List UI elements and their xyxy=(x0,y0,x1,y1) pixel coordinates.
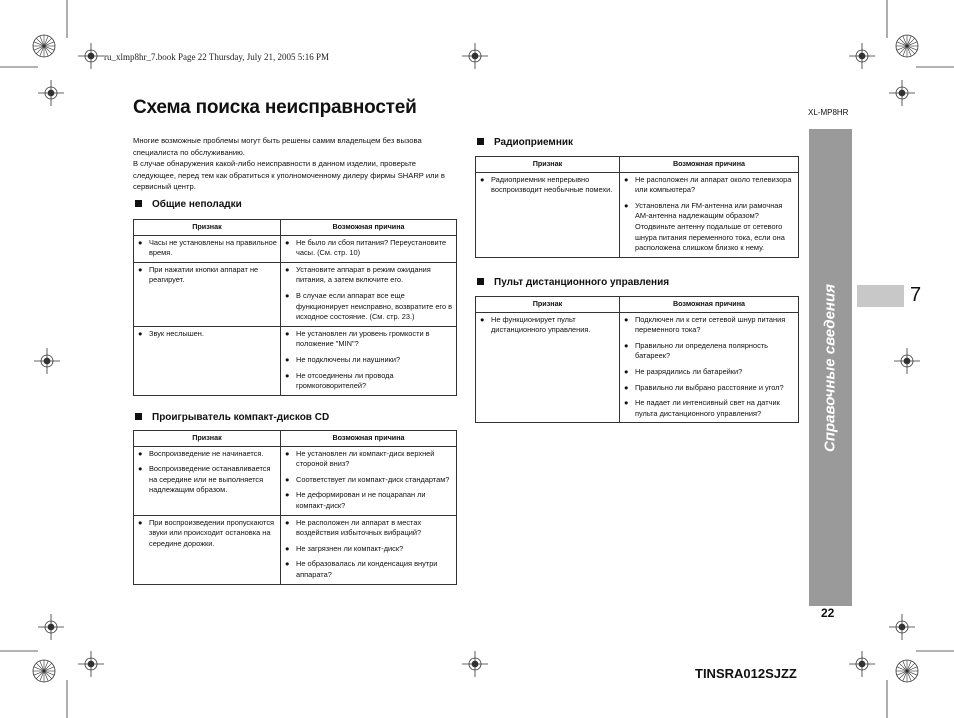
cause-text: Не падает ли интенсивный свет на датчик пульта дистанционного управления? xyxy=(635,398,780,418)
intro-paragraph-2: В случае обнаружения какой-либо неисправности в данном изделии, проверьте следующее, перед тем как обратиться к уполномоченному дилеру фирмы SHARP или в сервисный центр. xyxy=(133,159,445,192)
symptom-text: Звук неслышен. xyxy=(149,328,204,338)
bullet-icon: ● xyxy=(138,264,143,274)
bullet-icon: ● xyxy=(285,517,290,527)
symptom-text: При воспроизведении пропускаются звуки или происходит остановка на середине дорожки. xyxy=(149,517,275,548)
section-general-title: Общие неполадки xyxy=(152,199,242,210)
cause-text: Установите аппарат в режим ожидания питания, а затем включите его. xyxy=(296,264,431,285)
cause-item xyxy=(623,383,795,394)
cause-text: Правильно ли определена полярность батареек? xyxy=(635,340,769,361)
square-bullet-icon xyxy=(477,278,484,285)
symptom-item xyxy=(479,315,616,336)
footer-code: TINSRA012SJZZ xyxy=(695,666,797,681)
cause-cell xyxy=(281,235,457,262)
table-row xyxy=(134,235,457,262)
cause-cell xyxy=(281,326,457,395)
bullet-icon: ● xyxy=(624,398,629,408)
cause-text: Не было ли сбоя питания? Переустановите часы. (См. стр. 10) xyxy=(296,237,447,258)
symptom-cell xyxy=(134,235,281,262)
cause-cell xyxy=(620,312,799,423)
side-section-label: Справочные сведения xyxy=(821,284,839,452)
symptom-cell xyxy=(134,262,281,326)
table-row xyxy=(134,515,457,584)
bullet-icon: ● xyxy=(138,237,143,247)
section-remote-title: Пульт дистанционного управления xyxy=(494,277,670,288)
cause-text: Правильно ли выбрано расстояние и угол? xyxy=(635,382,784,392)
bullet-icon: ● xyxy=(285,543,290,553)
intro-text xyxy=(133,135,458,193)
cause-item xyxy=(284,291,453,323)
cause-text: Не расположен ли аппарат около телевизора или компьютера? xyxy=(635,174,792,195)
cause-column-header: Возможная причина xyxy=(620,157,799,173)
table-header-row xyxy=(134,220,457,236)
symptom-cell xyxy=(134,326,281,395)
cause-item xyxy=(623,201,795,254)
symptom-text: При нажатии кнопки аппарат не реагирует. xyxy=(149,264,259,285)
square-bullet-icon xyxy=(477,138,484,145)
intro-paragraph-1: Многие возможные проблемы могут быть решены самим владельцем без вызова специалиста по обслуживанию. xyxy=(133,136,422,157)
bullet-icon: ● xyxy=(138,448,143,458)
symptom-text: Не функционирует пульт дистанционного управления. xyxy=(491,314,591,335)
symptom-cell xyxy=(134,446,281,515)
table-row xyxy=(134,326,457,395)
bullet-icon: ● xyxy=(624,366,629,376)
table-header-row xyxy=(476,157,799,173)
page-number: 22 xyxy=(821,606,835,620)
cause-text: Не установлен ли компакт-диск верхней стороной вниз? xyxy=(296,448,435,469)
symptom-item xyxy=(137,329,277,340)
bullet-icon: ● xyxy=(285,264,290,274)
cause-item xyxy=(284,544,453,555)
bullet-icon: ● xyxy=(285,448,290,458)
symptom-cell xyxy=(476,312,620,423)
cause-text: Не образовалась ли конденсация внутри аппарата? xyxy=(296,559,438,579)
bullet-icon: ● xyxy=(285,328,290,338)
cause-item xyxy=(284,559,453,580)
cause-column-header: Возможная причина xyxy=(620,297,799,313)
symptom-text: Воспроизведение останавливается на середине или не выполняется надлежащим образом. xyxy=(149,464,271,495)
bullet-icon: ● xyxy=(285,354,290,364)
bullet-icon: ● xyxy=(480,314,485,324)
symptom-item xyxy=(137,238,277,259)
symptom-cell xyxy=(476,172,620,257)
cause-text: Не отсоединены ли провода громкоговорителей? xyxy=(296,370,394,391)
cause-text: Не расположен ли аппарат в местах воздействия избыточных вибраций? xyxy=(296,517,422,538)
cause-item xyxy=(623,367,795,378)
cd-troubleshooting-table xyxy=(133,430,457,585)
cause-item xyxy=(284,238,453,259)
symptom-text: Часы не установлены на правильное время. xyxy=(149,237,277,258)
table-header-row xyxy=(134,431,457,447)
table-row xyxy=(476,312,799,423)
cause-text: Подключен ли к сети сетевой шнур питания переменного тока? xyxy=(635,314,786,335)
symptom-column-header: Признак xyxy=(476,157,620,173)
bullet-icon: ● xyxy=(138,517,143,527)
book-header-line: ru_xlmp8hr_7.book Page 22 Thursday, July 21, 2005 5:16 PM xyxy=(104,52,329,62)
symptom-item xyxy=(137,518,277,550)
section-cd-heading xyxy=(135,412,329,423)
section-radio-heading xyxy=(477,137,573,148)
cause-text: Не деформирован и не поцарапан ли компакт-диск? xyxy=(296,490,426,510)
square-bullet-icon xyxy=(135,200,142,207)
cause-item xyxy=(284,449,453,470)
section-radio-title: Радиоприемник xyxy=(494,137,574,148)
cause-item xyxy=(284,371,453,392)
bullet-icon: ● xyxy=(624,340,629,350)
cause-text: Соответствует ли компакт-диск стандартам? xyxy=(296,474,450,484)
cause-text: В случае если аппарат все еще функционирует неисправно, возвратите его в исходное состояние. (См. стр. 23.) xyxy=(296,290,453,322)
page-title: Схема поиска неисправностей xyxy=(133,97,417,118)
symptom-cell xyxy=(134,515,281,584)
chapter-tab-marker xyxy=(857,285,904,307)
square-bullet-icon xyxy=(135,413,142,420)
bullet-icon: ● xyxy=(285,490,290,500)
table-row xyxy=(476,172,799,257)
general-troubleshooting-table xyxy=(133,219,457,396)
bullet-icon: ● xyxy=(285,370,290,380)
cause-item xyxy=(623,398,795,419)
table-row xyxy=(134,262,457,326)
section-cd-title: Проигрыватель компакт-дисков CD xyxy=(152,412,330,423)
cause-text: Не подключены ли наушники? xyxy=(296,354,401,364)
chapter-number: 7 xyxy=(910,284,922,306)
cause-item xyxy=(623,341,795,362)
symptom-column-header: Признак xyxy=(134,431,281,447)
table-row xyxy=(134,446,457,515)
bullet-icon: ● xyxy=(285,559,290,569)
section-general-heading xyxy=(135,199,242,210)
cause-text: Не установлен ли уровень громкости в положение "MIN"? xyxy=(296,328,430,349)
bullet-icon: ● xyxy=(138,328,143,338)
symptom-item xyxy=(137,449,277,460)
symptom-column-header: Признак xyxy=(476,297,620,313)
symptom-text: Радиоприемник непрерывно воспроизводит необычные помехи. xyxy=(491,174,613,195)
cause-cell xyxy=(281,262,457,326)
cause-cell xyxy=(281,446,457,515)
cause-text: Установлена ли FM-антенна или рамочная AM-антенна надлежащим образом? Отодвиньте антенну подальше от сетевого шнура питания переменного тока, если она расположена слишком близко к нему. xyxy=(635,200,785,253)
cause-item xyxy=(284,490,453,511)
bullet-icon: ● xyxy=(624,200,629,210)
cause-column-header: Возможная причина xyxy=(281,431,457,447)
symptom-item xyxy=(137,265,277,286)
cause-text: Не загрязнен ли компакт-диск? xyxy=(296,543,404,553)
bullet-icon: ● xyxy=(138,464,143,474)
remote-troubleshooting-table xyxy=(475,296,799,423)
cause-item xyxy=(623,315,795,336)
symptom-column-header: Признак xyxy=(134,220,281,236)
cause-cell xyxy=(620,172,799,257)
bullet-icon: ● xyxy=(285,474,290,484)
cause-item xyxy=(623,175,795,196)
bullet-icon: ● xyxy=(624,314,629,324)
cause-item xyxy=(284,355,453,366)
cause-text: Не разрядились ли батарейки? xyxy=(635,366,743,376)
bullet-icon: ● xyxy=(285,290,290,300)
radio-troubleshooting-table xyxy=(475,156,799,258)
symptom-item xyxy=(479,175,616,196)
table-header-row xyxy=(476,297,799,313)
symptom-item xyxy=(137,464,277,496)
bullet-icon: ● xyxy=(285,237,290,247)
section-remote-heading xyxy=(477,277,669,288)
bullet-icon: ● xyxy=(624,382,629,392)
cause-item xyxy=(284,265,453,286)
cause-cell xyxy=(281,515,457,584)
model-number: XL-MP8HR xyxy=(808,108,849,117)
bullet-icon: ● xyxy=(480,174,485,184)
cause-item xyxy=(284,475,453,486)
cause-column-header: Возможная причина xyxy=(281,220,457,236)
symptom-text: Воспроизведение не начинается. xyxy=(149,448,264,458)
cause-item xyxy=(284,329,453,350)
bullet-icon: ● xyxy=(624,174,629,184)
cause-item xyxy=(284,518,453,539)
